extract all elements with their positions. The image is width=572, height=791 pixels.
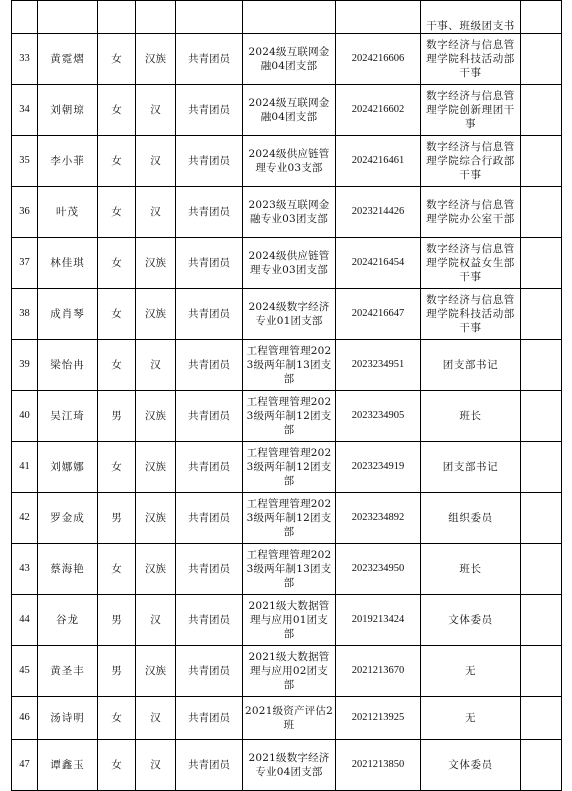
table-row [12,493,562,544]
branch-cell: 2021级大数据管理与应用01团支部 [243,595,336,646]
branch-cell: 工程管理管理2023级两年制12团支部 [243,391,336,442]
name-cell: 李小菲 [38,136,98,187]
extra-cell [521,289,562,340]
table-row-continued [12,1,562,34]
student-id-cell: 2023234892 [336,493,421,544]
political-status-cell: 共青团员 [176,544,243,595]
gender-cell: 女 [98,340,136,391]
name-cell: 汤诗明 [38,697,98,740]
extra-cell [521,544,562,595]
table-row [12,136,562,187]
political-status-cell: 共青团员 [176,238,243,289]
political-status-cell: 共青团员 [176,442,243,493]
name-cell [38,1,98,34]
ethnicity-cell: 汉族 [136,442,176,493]
ethnicity-cell: 汉族 [136,493,176,544]
table-row [12,391,562,442]
ethnicity-cell: 汉 [136,85,176,136]
political-status-cell [176,1,243,34]
gender-cell: 女 [98,85,136,136]
row-number-cell: 39 [12,340,38,391]
political-status-cell: 共青团员 [176,85,243,136]
table-body [12,1,562,791]
table-row [12,740,562,791]
table-row [12,544,562,595]
student-id-cell: 2021213925 [336,697,421,740]
student-id-cell [336,1,421,34]
gender-cell: 男 [98,391,136,442]
student-id-cell: 2023234905 [336,391,421,442]
name-cell: 罗金成 [38,493,98,544]
extra-cell [521,493,562,544]
table-row [12,697,562,740]
gender-cell: 女 [98,34,136,85]
row-number-cell: 33 [12,34,38,85]
row-number-cell: 41 [12,442,38,493]
name-cell: 谷龙 [38,595,98,646]
gender-cell: 男 [98,646,136,697]
branch-cell: 2024级供应链管理专业03团支部 [243,238,336,289]
political-status-cell: 共青团员 [176,136,243,187]
table-row [12,595,562,646]
extra-cell [521,136,562,187]
political-status-cell: 共青团员 [176,697,243,740]
ethnicity-cell: 汉 [136,136,176,187]
row-number-cell: 46 [12,697,38,740]
branch-cell: 2024级数字经济专业01团支部 [243,289,336,340]
ethnicity-cell: 汉族 [136,238,176,289]
name-cell: 成肖琴 [38,289,98,340]
branch-cell: 工程管理管理2023级两年制13团支部 [243,340,336,391]
extra-cell [521,595,562,646]
table-row [12,289,562,340]
extra-cell [521,238,562,289]
row-number-cell [12,1,38,34]
political-status-cell: 共青团员 [176,187,243,238]
name-cell: 黄圣丰 [38,646,98,697]
extra-cell [521,187,562,238]
student-id-cell: 2019213424 [336,595,421,646]
gender-cell: 女 [98,187,136,238]
name-cell: 刘朝琼 [38,85,98,136]
position-cell: 数字经济与信息管理学院综合行政部干事 [421,136,521,187]
position-cell: 数字经济与信息管理学院权益女生部干事 [421,238,521,289]
position-cell: 数字经济与信息管理学院创新理团干事 [421,85,521,136]
ethnicity-cell: 汉 [136,697,176,740]
table-row [12,34,562,85]
extra-cell [521,442,562,493]
gender-cell: 女 [98,238,136,289]
gender-cell: 女 [98,697,136,740]
gender-cell: 男 [98,595,136,646]
student-id-cell: 2024216606 [336,34,421,85]
extra-cell [521,646,562,697]
political-status-cell: 共青团员 [176,34,243,85]
ethnicity-cell [136,1,176,34]
position-cell: 团支部书记 [421,442,521,493]
political-status-cell: 共青团员 [176,595,243,646]
ethnicity-cell: 汉族 [136,646,176,697]
name-cell: 谭鑫玉 [38,740,98,791]
political-status-cell: 共青团员 [176,493,243,544]
table-row [12,442,562,493]
position-cell: 数字经济与信息管理学院科技活动部干事 [421,289,521,340]
table-row [12,238,562,289]
position-cell: 无 [421,697,521,740]
ethnicity-cell: 汉族 [136,34,176,85]
student-id-cell: 2024216647 [336,289,421,340]
ethnicity-cell: 汉 [136,740,176,791]
extra-cell [521,740,562,791]
position-cell: 干事、班级团支书 [421,1,521,34]
gender-cell: 女 [98,136,136,187]
student-id-cell: 2021213670 [336,646,421,697]
student-id-cell: 2023214426 [336,187,421,238]
name-cell: 吴江琦 [38,391,98,442]
table-row [12,85,562,136]
position-cell: 数字经济与信息管理学院科技活动部干事 [421,34,521,85]
row-number-cell: 38 [12,289,38,340]
ethnicity-cell: 汉 [136,340,176,391]
position-cell: 文体委员 [421,595,521,646]
name-cell: 林佳琪 [38,238,98,289]
position-cell: 班长 [421,391,521,442]
ethnicity-cell: 汉族 [136,391,176,442]
extra-cell [521,85,562,136]
row-number-cell: 47 [12,740,38,791]
position-cell: 数字经济与信息管理学院办公室干部 [421,187,521,238]
gender-cell: 女 [98,289,136,340]
branch-cell [243,1,336,34]
branch-cell: 2024级互联网金融04团支部 [243,34,336,85]
student-id-cell: 2023234919 [336,442,421,493]
position-cell: 团支部书记 [421,340,521,391]
branch-cell: 2024级互联网金融04团支部 [243,85,336,136]
row-number-cell: 36 [12,187,38,238]
table-row [12,187,562,238]
member-roster-table [11,0,562,791]
extra-cell [521,34,562,85]
ethnicity-cell: 汉 [136,187,176,238]
political-status-cell: 共青团员 [176,340,243,391]
student-id-cell: 2023234951 [336,340,421,391]
political-status-cell: 共青团员 [176,289,243,340]
name-cell: 叶茂 [38,187,98,238]
ethnicity-cell: 汉族 [136,544,176,595]
row-number-cell: 40 [12,391,38,442]
row-number-cell: 44 [12,595,38,646]
row-number-cell: 34 [12,85,38,136]
row-number-cell: 37 [12,238,38,289]
ethnicity-cell: 汉 [136,595,176,646]
row-number-cell: 35 [12,136,38,187]
branch-cell: 2023级互联网金融专业03团支部 [243,187,336,238]
branch-cell: 2021级数字经济专业04团支部 [243,740,336,791]
branch-cell: 2021级大数据管理与应用02团支部 [243,646,336,697]
row-number-cell: 43 [12,544,38,595]
name-cell: 刘娜娜 [38,442,98,493]
ethnicity-cell: 汉族 [136,289,176,340]
extra-cell [521,1,562,34]
political-status-cell: 共青团员 [176,391,243,442]
table-row [12,340,562,391]
student-id-cell: 2024216602 [336,85,421,136]
branch-cell: 工程管理管理2023级两年制12团支部 [243,442,336,493]
gender-cell: 女 [98,740,136,791]
branch-cell: 2021级资产评估2班 [243,697,336,740]
position-cell: 班长 [421,544,521,595]
branch-cell: 2024级供应链管理专业03支部 [243,136,336,187]
row-number-cell: 42 [12,493,38,544]
student-id-cell: 2024216461 [336,136,421,187]
political-status-cell: 共青团员 [176,646,243,697]
branch-cell: 工程管理管理2023级两年制12团支部 [243,493,336,544]
gender-cell: 女 [98,544,136,595]
extra-cell [521,391,562,442]
gender-cell [98,1,136,34]
row-number-cell: 45 [12,646,38,697]
student-id-cell: 2024216454 [336,238,421,289]
political-status-cell: 共青团员 [176,740,243,791]
position-cell: 无 [421,646,521,697]
name-cell: 黄霓熠 [38,34,98,85]
extra-cell [521,697,562,740]
branch-cell: 工程管理管理2023级两年制13团支部 [243,544,336,595]
position-cell: 文体委员 [421,740,521,791]
extra-cell [521,340,562,391]
name-cell: 蔡海艳 [38,544,98,595]
gender-cell: 男 [98,493,136,544]
name-cell: 梁怡冉 [38,340,98,391]
student-id-cell: 2023234950 [336,544,421,595]
table-row [12,646,562,697]
student-id-cell: 2021213850 [336,740,421,791]
position-cell: 组织委员 [421,493,521,544]
gender-cell: 女 [98,442,136,493]
